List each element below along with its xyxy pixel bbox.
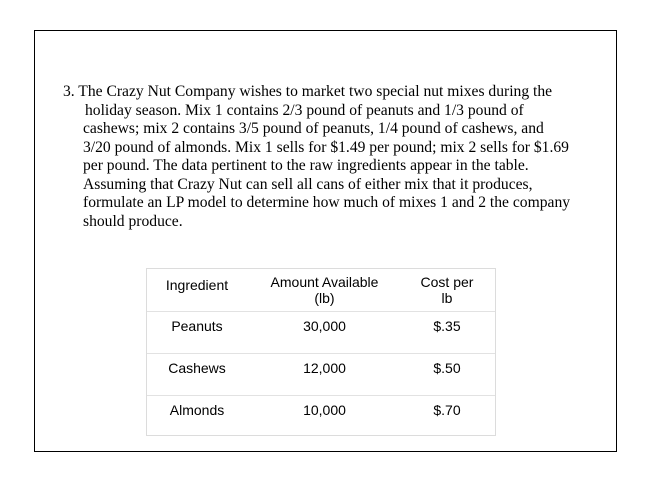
problem-line: holiday season. Mix 1 contains 2/3 pound of peanuts and 1/3 pound of (85, 101, 524, 119)
problem-line: per pound. The data pertinent to the raw ingredients appear in the table. (83, 157, 529, 174)
header-ingredient: Ingredient (165, 277, 229, 293)
ingredient-cell: Cashews (168, 360, 226, 376)
problem-line: 3/20 pound of almonds. Mix 1 sells for $1.49 per pound; mix 2 sells for $1.69 (83, 138, 569, 156)
problem-line: 3. The Crazy Nut Company wishes to market two special nut mixes during the (63, 83, 553, 100)
cost-cell: $.50 (433, 360, 461, 376)
header-cost-line1: Cost per (420, 274, 474, 290)
table-row (147, 353, 495, 395)
header-amount-line1: Amount Available (270, 274, 379, 290)
header-amount (247, 274, 402, 306)
ingredient-cell: Peanuts (171, 318, 223, 334)
problem-statement (63, 83, 623, 231)
header-amount-line2: (lb) (314, 290, 335, 306)
problem-line: Assuming that Crazy Nut can sell all cans of either mix that it produces, (83, 175, 533, 193)
header-cost-line2: lb (441, 290, 453, 306)
problem-line: formulate an LP model to determine how much of mixes 1 and 2 the company (83, 194, 571, 211)
problem-line: cashews; mix 2 contains 3/5 pound of peanuts, 1/4 pound of cashews, and (83, 120, 544, 137)
amount-cell: 30,000 (303, 318, 346, 334)
table-header-row (147, 269, 495, 311)
ingredient-cell: Almonds (169, 402, 225, 418)
cost-cell: $.70 (433, 402, 461, 418)
header-cost (397, 274, 497, 306)
amount-cell: 12,000 (303, 360, 346, 376)
ingredients-table (146, 268, 496, 436)
amount-cell: 10,000 (303, 402, 346, 418)
problem-line: should produce. (83, 212, 183, 230)
table-row (147, 311, 495, 353)
cost-cell: $.35 (433, 318, 461, 334)
table-row (147, 395, 495, 437)
